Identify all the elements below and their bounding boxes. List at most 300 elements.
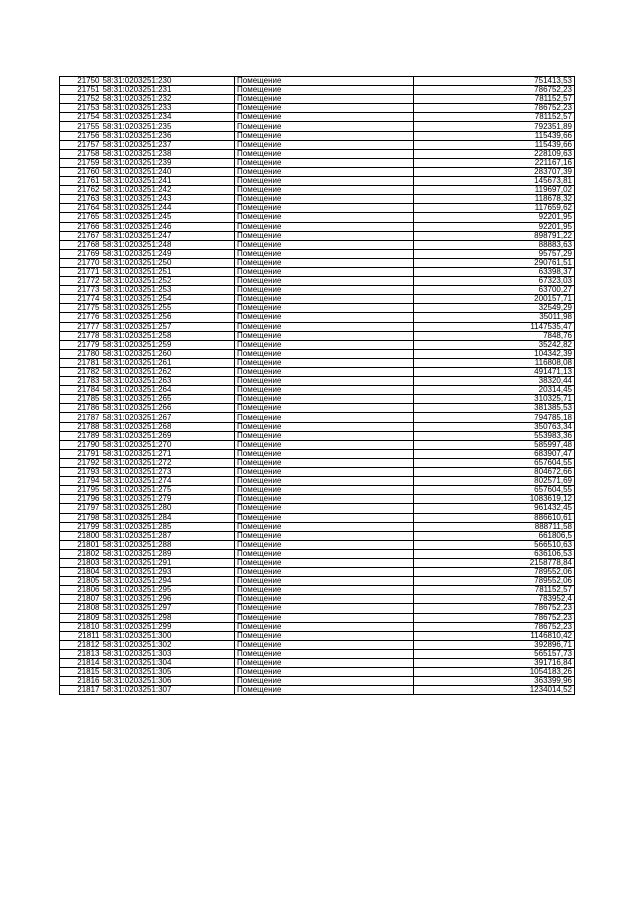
cadastral-number-cell: 58:31:0203251:240	[101, 167, 235, 176]
cadastral-number-cell: 58:31:0203251:271	[101, 449, 235, 458]
row-number-cell: 21755	[60, 122, 101, 131]
object-type-cell: Помещение	[235, 468, 414, 477]
object-type-cell: Помещение	[235, 668, 414, 677]
cadastral-value-cell: 781152,57	[414, 586, 575, 595]
cadastral-value-cell: 20314,45	[414, 386, 575, 395]
table-row	[60, 331, 575, 340]
cadastral-value-cell: 898791,22	[414, 231, 575, 240]
object-type-cell: Помещение	[235, 522, 414, 531]
cadastral-value-cell: 786752,23	[414, 86, 575, 95]
row-number-cell: 21798	[60, 513, 101, 522]
cadastral-number-cell: 58:31:0203251:260	[101, 349, 235, 358]
cadastral-number-cell: 58:31:0203251:259	[101, 340, 235, 349]
table-row	[60, 368, 575, 377]
cadastral-value-cell: 200157,71	[414, 295, 575, 304]
object-type-cell: Помещение	[235, 113, 414, 122]
cadastral-value-cell: 67323,03	[414, 277, 575, 286]
cadastral-number-cell: 58:31:0203251:275	[101, 486, 235, 495]
object-type-cell: Помещение	[235, 249, 414, 258]
table-row	[60, 195, 575, 204]
row-number-cell: 21817	[60, 686, 101, 695]
object-type-cell: Помещение	[235, 149, 414, 158]
cadastral-number-cell: 58:31:0203251:298	[101, 613, 235, 622]
cadastral-number-cell: 58:31:0203251:253	[101, 286, 235, 295]
table-row	[60, 404, 575, 413]
cadastral-value-cell: 566510,63	[414, 540, 575, 549]
row-number-cell: 21762	[60, 186, 101, 195]
table-row	[60, 586, 575, 595]
object-type-cell: Помещение	[235, 322, 414, 331]
cadastral-value-cell: 115439,66	[414, 140, 575, 149]
cadastral-value-cell: 310325,71	[414, 395, 575, 404]
table-row	[60, 449, 575, 458]
cadastral-number-cell: 58:31:0203251:295	[101, 586, 235, 595]
cadastral-value-cell: 63398,37	[414, 267, 575, 276]
cadastral-value-cell: 7848,76	[414, 331, 575, 340]
row-number-cell: 21784	[60, 386, 101, 395]
object-type-cell: Помещение	[235, 604, 414, 613]
object-type-cell: Помещение	[235, 95, 414, 104]
cadastral-number-cell: 58:31:0203251:250	[101, 258, 235, 267]
object-type-cell: Помещение	[235, 131, 414, 140]
object-type-cell: Помещение	[235, 140, 414, 149]
object-type-cell: Помещение	[235, 549, 414, 558]
object-type-cell: Помещение	[235, 659, 414, 668]
cadastral-value-table	[59, 76, 575, 695]
cadastral-value-cell: 786752,23	[414, 613, 575, 622]
object-type-cell: Помещение	[235, 304, 414, 313]
row-number-cell: 21795	[60, 486, 101, 495]
cadastral-number-cell: 58:31:0203251:256	[101, 313, 235, 322]
cadastral-value-cell: 63700,27	[414, 286, 575, 295]
row-number-cell: 21777	[60, 322, 101, 331]
object-type-cell: Помещение	[235, 295, 414, 304]
row-number-cell: 21765	[60, 213, 101, 222]
object-type-cell: Помещение	[235, 540, 414, 549]
table-row	[60, 267, 575, 276]
cadastral-value-cell: 886610,61	[414, 513, 575, 522]
cadastral-number-cell: 58:31:0203251:264	[101, 386, 235, 395]
cadastral-number-cell: 58:31:0203251:265	[101, 395, 235, 404]
cadastral-value-cell: 565157,73	[414, 649, 575, 658]
cadastral-value-cell: 115439,66	[414, 131, 575, 140]
object-type-cell: Помещение	[235, 495, 414, 504]
object-type-cell: Помещение	[235, 449, 414, 458]
cadastral-number-cell: 58:31:0203251:247	[101, 231, 235, 240]
row-number-cell: 21796	[60, 495, 101, 504]
row-number-cell: 21797	[60, 504, 101, 513]
object-type-cell: Помещение	[235, 631, 414, 640]
table-row	[60, 167, 575, 176]
table-row	[60, 531, 575, 540]
cadastral-value-cell: 792351,89	[414, 122, 575, 131]
row-number-cell: 21752	[60, 95, 101, 104]
row-number-cell: 21801	[60, 540, 101, 549]
cadastral-number-cell: 58:31:0203251:246	[101, 222, 235, 231]
cadastral-value-cell: 751413,53	[414, 77, 575, 86]
cadastral-number-cell: 58:31:0203251:306	[101, 677, 235, 686]
cadastral-number-cell: 58:31:0203251:273	[101, 468, 235, 477]
object-type-cell: Помещение	[235, 186, 414, 195]
cadastral-number-cell: 58:31:0203251:267	[101, 413, 235, 422]
object-type-cell: Помещение	[235, 158, 414, 167]
table-row	[60, 222, 575, 231]
cadastral-number-cell: 58:31:0203251:269	[101, 431, 235, 440]
cadastral-value-cell: 804672,66	[414, 468, 575, 477]
row-number-cell: 21794	[60, 477, 101, 486]
row-number-cell: 21809	[60, 613, 101, 622]
cadastral-number-cell: 58:31:0203251:289	[101, 549, 235, 558]
row-number-cell: 21805	[60, 577, 101, 586]
cadastral-value-cell: 391716,84	[414, 659, 575, 668]
table-row	[60, 649, 575, 658]
table-row	[60, 622, 575, 631]
cadastral-value-cell: 585997,48	[414, 440, 575, 449]
cadastral-number-cell: 58:31:0203251:252	[101, 277, 235, 286]
row-number-cell: 21785	[60, 395, 101, 404]
cadastral-number-cell: 58:31:0203251:231	[101, 86, 235, 95]
row-number-cell: 21802	[60, 549, 101, 558]
cadastral-number-cell: 58:31:0203251:285	[101, 522, 235, 531]
row-number-cell: 21803	[60, 558, 101, 567]
row-number-cell: 21787	[60, 413, 101, 422]
row-number-cell: 21759	[60, 158, 101, 167]
cadastral-value-cell: 104342,39	[414, 349, 575, 358]
row-number-cell: 21786	[60, 404, 101, 413]
row-number-cell: 21811	[60, 631, 101, 640]
table-row	[60, 304, 575, 313]
object-type-cell: Помещение	[235, 267, 414, 276]
cadastral-value-cell: 221167,16	[414, 158, 575, 167]
cadastral-number-cell: 58:31:0203251:304	[101, 659, 235, 668]
row-number-cell: 21763	[60, 195, 101, 204]
cadastral-number-cell: 58:31:0203251:249	[101, 249, 235, 258]
object-type-cell: Помещение	[235, 486, 414, 495]
cadastral-number-cell: 58:31:0203251:297	[101, 604, 235, 613]
table-row	[60, 477, 575, 486]
row-number-cell: 21800	[60, 531, 101, 540]
cadastral-value-cell: 794785,18	[414, 413, 575, 422]
cadastral-number-cell: 58:31:0203251:243	[101, 195, 235, 204]
object-type-cell: Помещение	[235, 86, 414, 95]
row-number-cell: 21783	[60, 377, 101, 386]
table-row	[60, 249, 575, 258]
table-row	[60, 177, 575, 186]
table-row	[60, 468, 575, 477]
cadastral-number-cell: 58:31:0203251:294	[101, 577, 235, 586]
cadastral-value-cell: 661806,5	[414, 531, 575, 540]
cadastral-number-cell: 58:31:0203251:268	[101, 422, 235, 431]
row-number-cell: 21756	[60, 131, 101, 140]
cadastral-value-cell: 2158778,84	[414, 558, 575, 567]
table-row	[60, 440, 575, 449]
table-row	[60, 158, 575, 167]
object-type-cell: Помещение	[235, 368, 414, 377]
row-number-cell: 21754	[60, 113, 101, 122]
cadastral-value-cell: 290761,51	[414, 258, 575, 267]
cadastral-value-cell: 35011,98	[414, 313, 575, 322]
object-type-cell: Помещение	[235, 258, 414, 267]
object-type-cell: Помещение	[235, 640, 414, 649]
row-number-cell: 21773	[60, 286, 101, 295]
cadastral-number-cell: 58:31:0203251:293	[101, 568, 235, 577]
row-number-cell: 21816	[60, 677, 101, 686]
object-type-cell: Помещение	[235, 613, 414, 622]
row-number-cell: 21771	[60, 267, 101, 276]
table-row	[60, 431, 575, 440]
cadastral-value-cell: 789552,06	[414, 568, 575, 577]
table-row	[60, 122, 575, 131]
table-row	[60, 659, 575, 668]
object-type-cell: Помещение	[235, 458, 414, 467]
cadastral-number-cell: 58:31:0203251:239	[101, 158, 235, 167]
cadastral-value-cell: 92201,95	[414, 222, 575, 231]
table-row	[60, 604, 575, 613]
cadastral-number-cell: 58:31:0203251:270	[101, 440, 235, 449]
cadastral-number-cell: 58:31:0203251:300	[101, 631, 235, 640]
row-number-cell: 21766	[60, 222, 101, 231]
row-number-cell: 21813	[60, 649, 101, 658]
cadastral-number-cell: 58:31:0203251:302	[101, 640, 235, 649]
cadastral-value-cell: 553983,36	[414, 431, 575, 440]
row-number-cell: 21806	[60, 586, 101, 595]
table-row	[60, 322, 575, 331]
object-type-cell: Помещение	[235, 195, 414, 204]
table-row	[60, 568, 575, 577]
object-type-cell: Помещение	[235, 440, 414, 449]
row-number-cell: 21804	[60, 568, 101, 577]
cadastral-value-cell: 92201,95	[414, 213, 575, 222]
table-row	[60, 240, 575, 249]
object-type-cell: Помещение	[235, 622, 414, 631]
cadastral-value-cell: 783952,4	[414, 595, 575, 604]
cadastral-number-cell: 58:31:0203251:280	[101, 504, 235, 513]
table-row	[60, 340, 575, 349]
cadastral-value-cell: 1054183,26	[414, 668, 575, 677]
table-row	[60, 131, 575, 140]
row-number-cell: 21757	[60, 140, 101, 149]
cadastral-value-cell: 116808,08	[414, 358, 575, 367]
cadastral-number-cell: 58:31:0203251:263	[101, 377, 235, 386]
row-number-cell: 21792	[60, 458, 101, 467]
table-row	[60, 668, 575, 677]
table-row	[60, 86, 575, 95]
object-type-cell: Помещение	[235, 177, 414, 186]
row-number-cell: 21753	[60, 104, 101, 113]
table-row	[60, 458, 575, 467]
cadastral-number-cell: 58:31:0203251:233	[101, 104, 235, 113]
table-row	[60, 504, 575, 513]
object-type-cell: Помещение	[235, 577, 414, 586]
table-row	[60, 677, 575, 686]
table-row	[60, 204, 575, 213]
row-number-cell: 21775	[60, 304, 101, 313]
cadastral-number-cell: 58:31:0203251:258	[101, 331, 235, 340]
cadastral-number-cell: 58:31:0203251:305	[101, 668, 235, 677]
cadastral-number-cell: 58:31:0203251:303	[101, 649, 235, 658]
cadastral-value-cell: 786752,23	[414, 104, 575, 113]
object-type-cell: Помещение	[235, 595, 414, 604]
cadastral-number-cell: 58:31:0203251:234	[101, 113, 235, 122]
cadastral-number-cell: 58:31:0203251:232	[101, 95, 235, 104]
cadastral-number-cell: 58:31:0203251:266	[101, 404, 235, 413]
cadastral-number-cell: 58:31:0203251:288	[101, 540, 235, 549]
table-row	[60, 358, 575, 367]
row-number-cell: 21768	[60, 240, 101, 249]
cadastral-value-cell: 491471,13	[414, 368, 575, 377]
object-type-cell: Помещение	[235, 204, 414, 213]
cadastral-value-cell: 228109,63	[414, 149, 575, 158]
cadastral-value-cell: 888711,58	[414, 522, 575, 531]
object-type-cell: Помещение	[235, 277, 414, 286]
cadastral-value-cell: 1147535,47	[414, 322, 575, 331]
cadastral-number-cell: 58:31:0203251:254	[101, 295, 235, 304]
cadastral-number-cell: 58:31:0203251:279	[101, 495, 235, 504]
table-row	[60, 277, 575, 286]
cadastral-value-cell: 636106,53	[414, 549, 575, 558]
table-row	[60, 113, 575, 122]
cadastral-number-cell: 58:31:0203251:242	[101, 186, 235, 195]
object-type-cell: Помещение	[235, 431, 414, 440]
object-type-cell: Помещение	[235, 222, 414, 231]
object-type-cell: Помещение	[235, 477, 414, 486]
cadastral-value-cell: 781152,57	[414, 95, 575, 104]
cadastral-value-cell: 35242,82	[414, 340, 575, 349]
cadastral-value-cell: 786752,23	[414, 604, 575, 613]
cadastral-value-cell: 1083619,12	[414, 495, 575, 504]
cadastral-number-cell: 58:31:0203251:235	[101, 122, 235, 131]
table-row	[60, 258, 575, 267]
table-row	[60, 95, 575, 104]
object-type-cell: Помещение	[235, 377, 414, 386]
table-row	[60, 213, 575, 222]
object-type-cell: Помещение	[235, 422, 414, 431]
table-row	[60, 577, 575, 586]
object-type-cell: Помещение	[235, 558, 414, 567]
row-number-cell: 21780	[60, 349, 101, 358]
row-number-cell: 21751	[60, 86, 101, 95]
cadastral-number-cell: 58:31:0203251:230	[101, 77, 235, 86]
object-type-cell: Помещение	[235, 340, 414, 349]
cadastral-value-cell: 118678,32	[414, 195, 575, 204]
cadastral-value-cell: 117659,62	[414, 204, 575, 213]
cadastral-value-cell: 119697,02	[414, 186, 575, 195]
cadastral-number-cell: 58:31:0203251:248	[101, 240, 235, 249]
cadastral-number-cell: 58:31:0203251:274	[101, 477, 235, 486]
table-row	[60, 422, 575, 431]
table-row	[60, 77, 575, 86]
cadastral-number-cell: 58:31:0203251:284	[101, 513, 235, 522]
cadastral-number-cell: 58:31:0203251:251	[101, 267, 235, 276]
cadastral-value-cell: 786752,23	[414, 622, 575, 631]
cadastral-number-cell: 58:31:0203251:262	[101, 368, 235, 377]
table-row	[60, 104, 575, 113]
row-number-cell: 21814	[60, 659, 101, 668]
cadastral-number-cell: 58:31:0203251:244	[101, 204, 235, 213]
table-row	[60, 386, 575, 395]
object-type-cell: Помещение	[235, 531, 414, 540]
row-number-cell: 21772	[60, 277, 101, 286]
table-row	[60, 186, 575, 195]
row-number-cell: 21778	[60, 331, 101, 340]
table-row	[60, 413, 575, 422]
cadastral-number-cell: 58:31:0203251:261	[101, 358, 235, 367]
object-type-cell: Помещение	[235, 331, 414, 340]
cadastral-value-cell: 802571,69	[414, 477, 575, 486]
table-row	[60, 231, 575, 240]
cadastral-number-cell: 58:31:0203251:245	[101, 213, 235, 222]
table-row	[60, 395, 575, 404]
table-row	[60, 377, 575, 386]
cadastral-number-cell: 58:31:0203251:255	[101, 304, 235, 313]
cadastral-value-cell: 961432,45	[414, 504, 575, 513]
cadastral-number-cell: 58:31:0203251:237	[101, 140, 235, 149]
object-type-cell: Помещение	[235, 649, 414, 658]
table-body	[60, 77, 575, 695]
row-number-cell: 21758	[60, 149, 101, 158]
object-type-cell: Помещение	[235, 413, 414, 422]
cadastral-number-cell: 58:31:0203251:291	[101, 558, 235, 567]
object-type-cell: Помещение	[235, 77, 414, 86]
cadastral-value-cell: 95757,29	[414, 249, 575, 258]
object-type-cell: Помещение	[235, 349, 414, 358]
cadastral-number-cell: 58:31:0203251:299	[101, 622, 235, 631]
cadastral-value-cell: 32549,29	[414, 304, 575, 313]
row-number-cell: 21793	[60, 468, 101, 477]
row-number-cell: 21750	[60, 77, 101, 86]
object-type-cell: Помещение	[235, 286, 414, 295]
cadastral-value-cell: 657604,55	[414, 458, 575, 467]
object-type-cell: Помещение	[235, 240, 414, 249]
cadastral-value-cell: 38320,44	[414, 377, 575, 386]
table-row	[60, 540, 575, 549]
table-row	[60, 686, 575, 695]
cadastral-value-cell: 1234014,52	[414, 686, 575, 695]
table-row	[60, 349, 575, 358]
cadastral-number-cell: 58:31:0203251:272	[101, 458, 235, 467]
table-row	[60, 140, 575, 149]
row-number-cell: 21808	[60, 604, 101, 613]
object-type-cell: Помещение	[235, 231, 414, 240]
cadastral-number-cell: 58:31:0203251:238	[101, 149, 235, 158]
table-row	[60, 513, 575, 522]
table-row	[60, 495, 575, 504]
cadastral-value-cell: 363399,96	[414, 677, 575, 686]
row-number-cell: 21790	[60, 440, 101, 449]
table-row	[60, 295, 575, 304]
row-number-cell: 21815	[60, 668, 101, 677]
row-number-cell: 21789	[60, 431, 101, 440]
row-number-cell: 21807	[60, 595, 101, 604]
cadastral-value-cell: 145673,81	[414, 177, 575, 186]
row-number-cell: 21782	[60, 368, 101, 377]
cadastral-value-cell: 789552,06	[414, 577, 575, 586]
row-number-cell: 21770	[60, 258, 101, 267]
table-row	[60, 549, 575, 558]
cadastral-value-cell: 1146810,42	[414, 631, 575, 640]
row-number-cell: 21810	[60, 622, 101, 631]
row-number-cell: 21812	[60, 640, 101, 649]
cadastral-value-cell: 88883,63	[414, 240, 575, 249]
cadastral-number-cell: 58:31:0203251:296	[101, 595, 235, 604]
cadastral-number-cell: 58:31:0203251:236	[101, 131, 235, 140]
table-row	[60, 286, 575, 295]
object-type-cell: Помещение	[235, 586, 414, 595]
cadastral-value-cell: 657604,55	[414, 486, 575, 495]
object-type-cell: Помещение	[235, 504, 414, 513]
row-number-cell: 21769	[60, 249, 101, 258]
cadastral-number-cell: 58:31:0203251:257	[101, 322, 235, 331]
